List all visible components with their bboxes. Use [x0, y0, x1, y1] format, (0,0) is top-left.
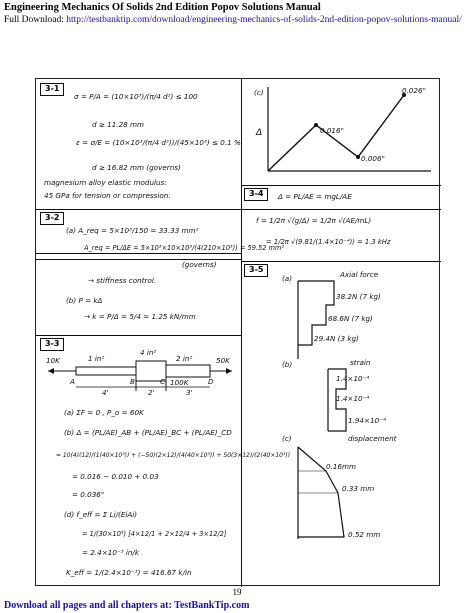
equation-line: = 10(4)(12)/(1(40×10³)) + (−50)(2×12)/(4(40×10³)) + 50(3×12)/(2(40×10³))	[56, 452, 291, 459]
point-label: 0.006"	[361, 154, 385, 163]
equation-line: 45 GPa for tension or compression.	[44, 191, 171, 200]
equation-line: (a) ΣF = 0 , P_o = 60K	[64, 408, 144, 417]
page-number: 19	[232, 587, 242, 597]
displacement-diagram	[36, 79, 441, 587]
equation-line: σ = P/A = (10×10³)/(π/4 d²) ≤ 100	[74, 92, 198, 101]
length-label: 3'	[186, 388, 193, 397]
equation-line: A_req = PL/ΔE = 5×10³×10×10³/(4(210×10³)) = 59.52 mm²	[84, 244, 284, 252]
equation-line: (d) f_eff = Σ Li/(EiAi)	[64, 510, 138, 519]
download-link[interactable]: http://testbanktip.com/download/engineering-mechanics-of-solids-2nd-edition-popov-solutions-manual/	[66, 15, 462, 25]
load-label: 100K	[170, 378, 189, 387]
problem-tag: 3-2	[40, 212, 64, 225]
equation-line: d ≥ 16.82 mm (governs)	[92, 163, 181, 172]
point-label: B	[130, 377, 135, 386]
diagram-title: strain	[350, 358, 371, 367]
problem-tag: 3-5	[244, 264, 268, 277]
equation-line: Δ = PL/AE = mgL/AE	[278, 192, 352, 201]
displacement-value: 0.52 mm	[348, 530, 381, 539]
part-label: (c)	[282, 434, 292, 443]
footer-download-text[interactable]: Download all pages and all chapters at: TestBankTip.com	[4, 600, 250, 611]
delta-axis-label: Δ	[256, 128, 263, 138]
equation-line: K_eff = 1/(2.4×10⁻³) = 416.67 k/in	[66, 568, 192, 577]
problem-tag: 3-4	[244, 188, 268, 201]
strain-value: 1.4×10⁻⁴	[336, 394, 370, 403]
part-label: (c)	[254, 88, 264, 97]
equation-line: d ≥ 11.28 mm	[92, 120, 145, 129]
area-label: 1 in²	[88, 354, 105, 363]
equation-line: ε = σ/E = (10×10³/(π/4 d²))/(45×10³) ≤ 0.1 %	[76, 138, 241, 147]
displacement-value: 0.33 mm	[342, 484, 375, 493]
equation-line: = 0.036"	[72, 490, 105, 499]
problem-tag: 3-1	[40, 83, 64, 96]
download-prefix: Full Download:	[4, 15, 67, 25]
strain-value: 1.4×10⁻⁴	[336, 374, 370, 383]
equation-line: → k = P/Δ = 5/4 = 1.25 kN/mm	[84, 312, 196, 321]
force-value: 68.6N (7 kg)	[328, 314, 373, 323]
equation-line: = 1/2π √(9.81/(1.4×10⁻⁴)) = 1.3 kHz	[266, 238, 391, 246]
solution-sheet	[35, 78, 440, 586]
equation-line: = 0.016 − 0.010 + 0.03	[72, 472, 159, 481]
equation-line: → stiffness control.	[88, 276, 157, 285]
part-label: (b)	[282, 360, 293, 369]
length-label: 4'	[102, 388, 109, 397]
point-label: D	[208, 377, 214, 386]
equation-line: (b) P = kΔ	[66, 296, 103, 305]
diagram-title: Axial force	[340, 270, 379, 279]
equation-line: = 1/(30×10³) [4×12/1 + 2×12/4 + 3×12/2]	[82, 530, 227, 538]
equation-line: = 2.4×10⁻³ in/k	[82, 548, 140, 557]
part-label: (a)	[282, 274, 293, 283]
document-title: Engineering Mechanics Of Solids 2nd Edition Popov Solutions Manual	[4, 2, 321, 13]
displacement-value: 0.16mm	[326, 462, 357, 471]
strain-value: 1.94×10⁻⁴	[348, 416, 386, 425]
force-value: 29.4N (3 kg)	[314, 334, 359, 343]
point-label: 0.016"	[320, 126, 344, 135]
diagram-title: displacement	[348, 434, 397, 443]
problem-tag: 3-3	[40, 338, 64, 351]
point-label: 0.026"	[402, 86, 426, 95]
equation-line: f = 1/2π √(g/Δ) = 1/2π √(AE/mL)	[256, 216, 372, 225]
equation-line: (a) A_req = 5×10³/150 = 33.33 mm²	[66, 226, 199, 235]
equation-line: (governs)	[182, 260, 217, 269]
force-value: 38.2N (7 kg)	[336, 292, 381, 301]
equation-line: magnesium alloy elastic modulus:	[44, 178, 167, 187]
area-label: 2 in²	[176, 354, 193, 363]
load-label: 10K	[46, 356, 60, 365]
point-label: C	[160, 377, 166, 386]
area-label: 4 in²	[140, 348, 157, 357]
length-label: 2'	[148, 388, 155, 397]
download-line	[4, 15, 462, 25]
load-label: 50K	[216, 356, 230, 365]
equation-line: (b) Δ = (PL/AE)_AB + (PL/AE)_BC + (PL/AE)_CD	[64, 428, 232, 437]
point-label: A	[70, 377, 75, 386]
